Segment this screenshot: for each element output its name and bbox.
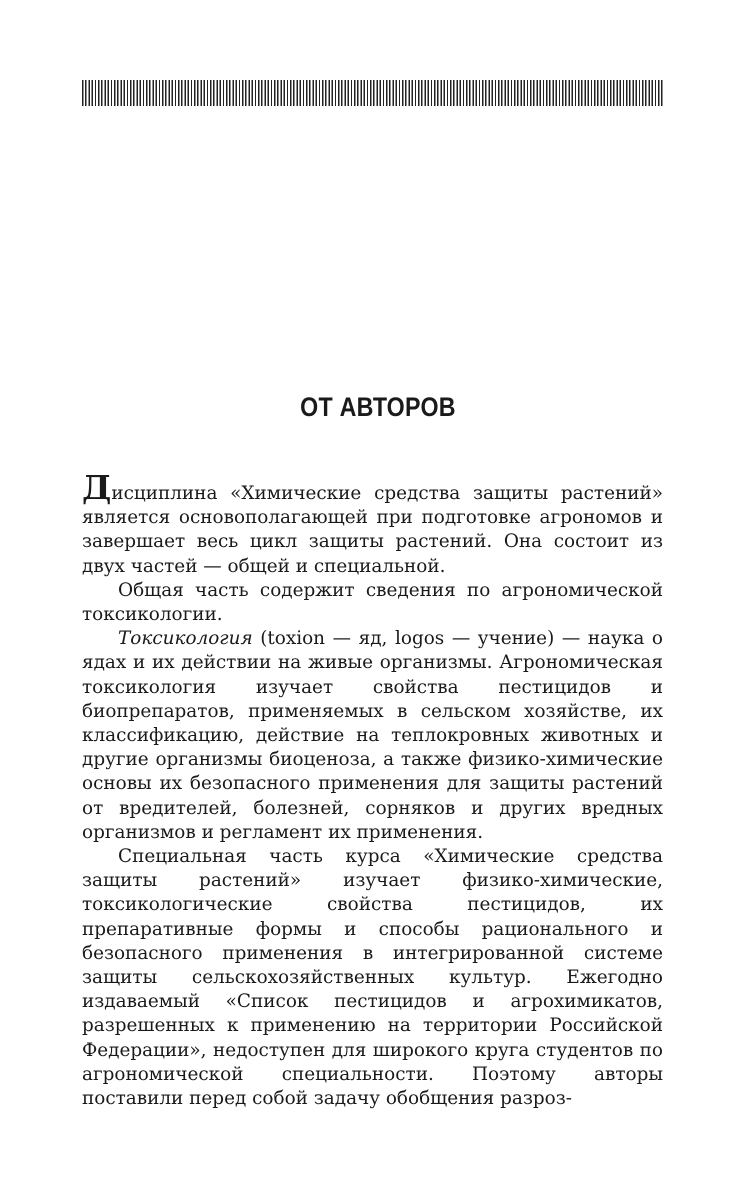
paragraph-general-part: Общая часть содержит сведения по агрономической токсикологии. — [82, 579, 663, 626]
header-ornament-rule — [82, 80, 663, 106]
paragraph-special-part: Специальная часть курса «Химические средства защиты растений» изучает физико-химические, токсикологические свойства пестицидов, их препаративные формы и способы рационального и безопасного применения в интегрированной системе защиты сельскохозяйственных культур. Ежегодно издаваемый «Список пестицидов и агрохимикатов, разрешенных к применению на территории Российской Федерации», недоступен для широкого круга студентов по агрономической специальности. Поэтому авторы поставили перед собой задачу обобщения разроз- — [82, 846, 663, 1110]
body-text — [82, 468, 663, 1111]
page-title: ОТ АВТОРОВ — [300, 392, 456, 422]
term-toxicology: Токсикология — [118, 628, 253, 650]
drop-cap-letter: Д — [82, 468, 112, 507]
paragraph-intro-text: исциплина «Химические средства защиты растений» является основополагающей при подготовке агрономов и завершает весь цикл защиты растений. Она состоит из двух частей — общей и специальной. — [82, 483, 663, 577]
paragraph-intro — [82, 468, 663, 579]
paragraph-toxicology-text: (toxion — яд, logos — учение) — наука о ядах и их действии на живые организмы. Агрономическая токсикология изучает свойства пестицидов и биопрепаратов, применяемых в сельском хозяйстве, их классификацию, действие на теплокровных животных и другие организмы биоценоза, а также физико-химические основы их безопасного применения для защиты растений от вредителей, болезней, сорняков и других вредных организмов и регламент их применения. — [82, 628, 663, 843]
paragraph-toxicology — [82, 627, 663, 845]
